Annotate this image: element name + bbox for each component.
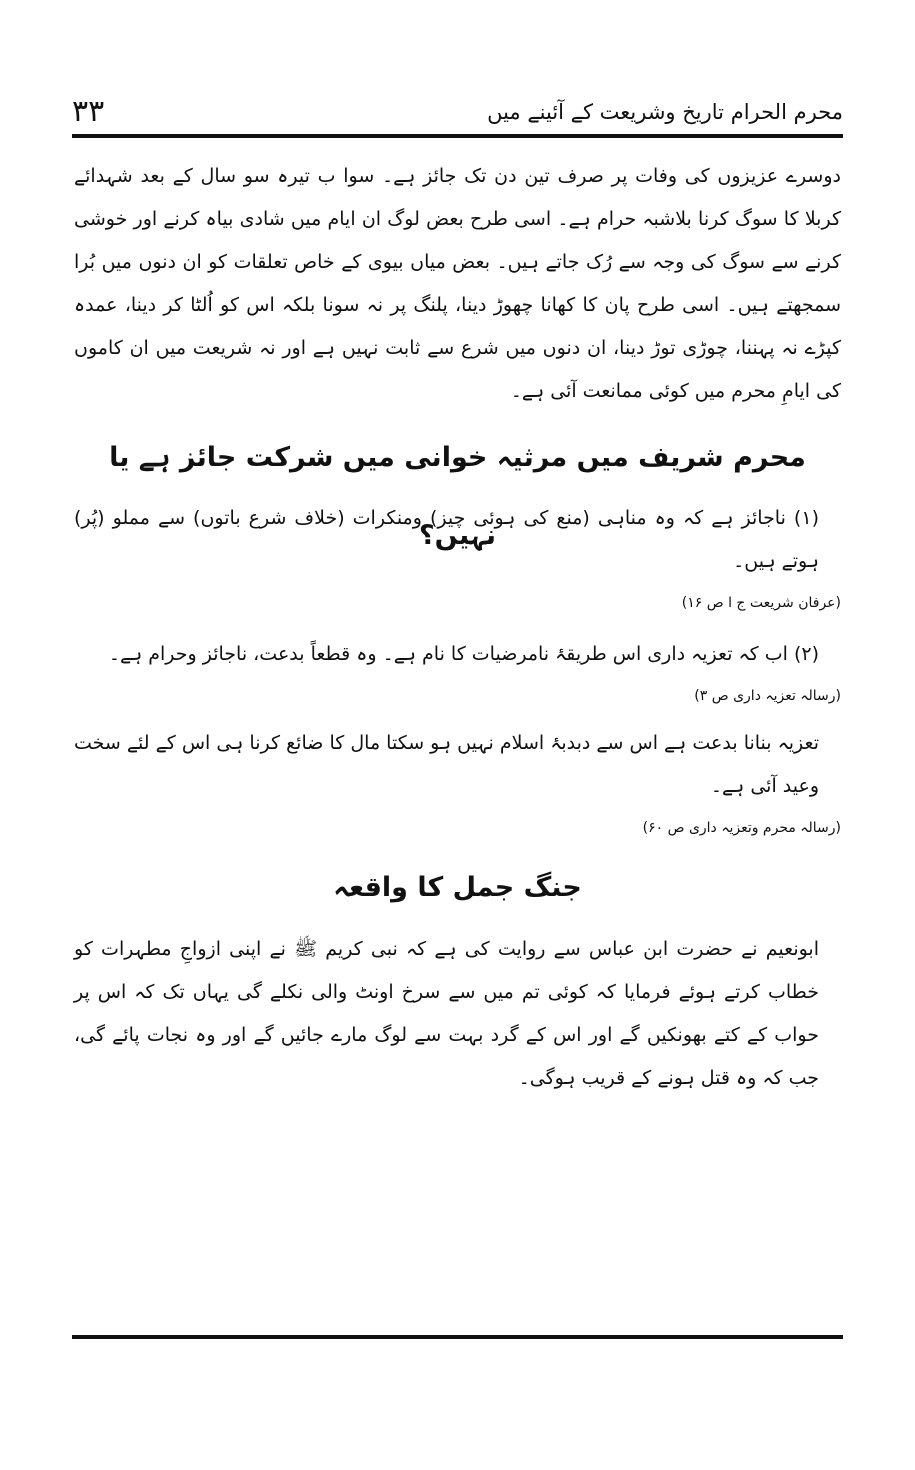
intro-paragraph: دوسرے عزیزوں کی وفات پر صرف تین دن تک جائز ہے۔ سوا ب تیرہ سو سال کے بعد شہدائے کربلا کا سوگ کرنا بلاشبہ حرام ہے۔ اسی طرح بعض لوگ ان ایام میں شادی بیاہ کرنے اور خوشی کرنے سے سوگ کی وجہ سے رُک جاتے ہیں۔ بعض میاں بیوی کے خاص تعلقات کو ان دنوں میں بُرا سمجھتے ہیں۔ اسی طرح پان کا کھانا چھوڑ دینا، پلنگ پر نہ سونا بلکہ اس کو اُلٹا کر دینا، عمدہ کپڑے نہ پہننا، چوڑی توڑ دینا، ان دنوں میں شرع سے ثابت نہیں ہے اور نہ شریعت میں ان کاموں کی ایامِ محرم میں کوئی ممانعت آئی ہے۔ bbox=[74, 165, 841, 402]
section-heading-jamal: جنگ جمل کا واقعہ bbox=[333, 872, 582, 903]
jamal-paragraph: ابونعیم نے حضرت ابن عباس سے روایت کی ہے کہ نبی کریم ﷺ نے اپنی ازواجِ مطہرات کو خطاب کرتے ہوئے فرمایا کہ کوئی تم میں سے سرخ اونٹ والی نکلے گی یہاں تک کہ اس پر حواب کے کتے بھونکیں گے اور اس کے گرد بہت سے لوگ مارے جائیں گے اور وہ نجات پائے گی، جب کہ وہ قتل ہونے کے قریب ہوگی۔ bbox=[74, 938, 819, 1089]
tazia-paragraph bbox=[74, 722, 841, 848]
ruling-item-1-citation: (عرفان شریعت ج ا ص ۱۶) bbox=[681, 595, 841, 611]
tazia-paragraph-text: تعزیہ بنانا بدعت ہے اس سے دبدبۂ اسلام نہیں ہو سکتا مال کا ضائع کرنا ہی اس کے لئے سخت وعید آئی ہے۔ bbox=[74, 732, 819, 797]
page-header bbox=[72, 82, 843, 132]
header-rule bbox=[72, 134, 843, 138]
tazia-paragraph-citation: (رسالہ محرم وتعزیہ داری ص ۶۰) bbox=[642, 820, 841, 836]
running-title: محرم الحرام تاریخ وشریعت کے آئینے میں bbox=[487, 100, 843, 124]
page-number: ۳۳ bbox=[72, 94, 105, 129]
footer-rule bbox=[72, 1335, 843, 1339]
ruling-item-2-citation: (رسالہ تعزیہ داری ص ۳) bbox=[694, 688, 841, 704]
ruling-item-2 bbox=[74, 633, 841, 716]
ruling-item-2-text: (۲) اب کہ تعزیہ داری اس طریقۂ نامرضیات کا نام ہے۔ وہ قطعاً بدعت، ناجائز وحرام ہے۔ bbox=[108, 643, 819, 665]
section-heading-marsiya: محرم شریف میں مرثیہ خوانی میں شرکت جائز ہے یا نہیں؟ bbox=[109, 442, 806, 551]
ruling-item-1-text: (۱) ناجائز ہے کہ وہ مناہی (منع کی ہوئی چیز) ومنکرات (خلاف شرع باتوں) سے مملو (پُر) ہوتے ہیں۔ bbox=[74, 507, 819, 572]
page-body bbox=[74, 155, 841, 1100]
